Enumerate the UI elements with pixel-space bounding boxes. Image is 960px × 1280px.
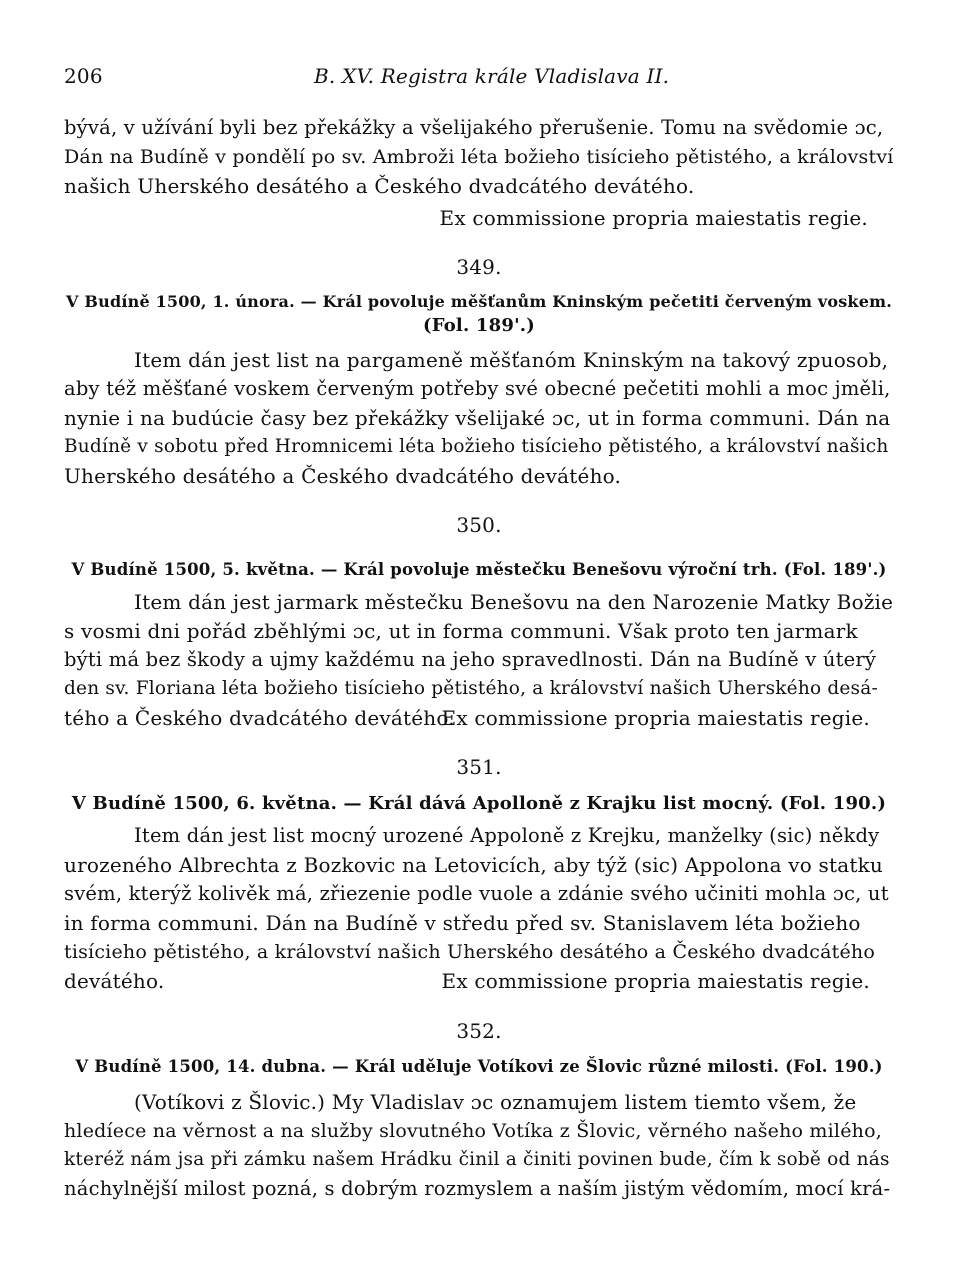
text-line: tého a Českého dvadcátého devátého. (64, 706, 455, 730)
text-line: s vosmi dni pořád zběhlými ɔc, ut in forma communi. Však proto ten jarmark (64, 619, 858, 643)
text-line: býti má bez škody a ujmy každému na jeho spravedlnosti. Dán na Budíně v úterý (64, 648, 877, 671)
entry-heading: V Budíně 1500, 1. února. — Král povoluje měšťanům Kninským pečetiti červeným voskem. (66, 292, 892, 311)
text-line: Budíně v sobotu před Hromnicemi léta božieho tisícieho pětistého, a království našich (64, 436, 889, 457)
entry-heading: V Budíně 1500, 6. května. — Král dává Apolloně z Krajku list mocný. (Fol. 190.) (71, 793, 887, 814)
text-line: Dán na Budíně v pondělí po sv. Ambroži léta božieho tisícieho pětistého, a království (64, 146, 894, 168)
closing-formula: Ex commissione propria maiestatis regie. (441, 706, 870, 730)
text-line: nynie i na budúcie časy bez překážky všelijaké ɔc, ut in forma communi. Dán na (64, 406, 891, 430)
text-line: náchylnější milost pozná, s dobrým rozmyslem a naším jistým vědomím, mocí krá- (64, 1177, 891, 1200)
text-line: (Votíkovi z Šlovic.) My Vladislav ɔc oznamujem listem tiemto všem, že (134, 1090, 857, 1114)
text-line: hledíece na věrnost a na služby slovutného Votíka z Šlovic, věrného našeho milého, (64, 1120, 882, 1142)
entry-number: 351. (456, 755, 502, 779)
text-line: svém, kterýž kolivěk má, zřiezenie podle vuole a zdánie svého učiniti mohla ɔc, ut (64, 882, 889, 905)
text-line: našich Uherského desátého a Českého dvadcátého devátého. (64, 174, 695, 198)
entry-heading: V Budíně 1500, 14. dubna. — Král uděluje Votíkovi ze Šlovic různé milosti. (Fol. 190.) (75, 1057, 883, 1076)
entry-number: 350. (456, 513, 502, 537)
page-number: 206 (64, 64, 103, 88)
closing-formula: Ex commissione propria maiestatis regie. (441, 969, 870, 993)
text-line: Item dán jest jarmark městečku Benešovu na den Narozenie Matky Božie (134, 590, 894, 614)
text-line: bývá, v užívání byli bez překážky a všelijakého přerušenie. Tomu na svědomie ɔc, (64, 116, 884, 139)
text-line: den sv. Floriana léta božieho tisícieho pětistého, a království našich Uherského desá- (64, 678, 878, 699)
text-line: urozeného Albrechta z Bozkovic na Letovicích, aby týž (sic) Appolona vo statku (64, 853, 884, 877)
entry-number: 352. (456, 1019, 502, 1043)
text-line: aby též měšťané voskem červeným potřeby své obecné pečetiti mohli a moc jměli, (64, 377, 891, 400)
running-title: B. XV. Registra krále Vladislava II. (314, 64, 670, 88)
closing-formula: Ex commissione propria maiestatis regie. (439, 206, 868, 230)
text-line: Item dán jest list mocný urozené Appoloně z Krejku, manželky (sic) někdy (134, 824, 880, 847)
text-line: Uherského desátého a Českého dvadcátého devátého. (64, 464, 622, 488)
entry-heading: V Budíně 1500, 5. května. — Král povoluje městečku Benešovu výroční trh. (Fol. 189'.) (71, 560, 887, 579)
text-line: in forma communi. Dán na Budíně v středu před sv. Stanislavem léta božieho (64, 911, 861, 935)
text-line: kteréž nám jsa při zámku našem Hrádku činil a činiti povinen bude, čím k sobě od nás (64, 1149, 890, 1170)
text-line: tisícieho pětistého, a království našich Uherského desátého a Českého dvadcátého (64, 941, 875, 963)
text-line: devátého. (64, 969, 165, 993)
text-line: Item dán jest list na pargameně měšťanóm Kninským na takový zpuosob, (134, 348, 889, 372)
entry-folio: (Fol. 189'.) (423, 315, 535, 336)
entry-number: 349. (456, 255, 502, 279)
